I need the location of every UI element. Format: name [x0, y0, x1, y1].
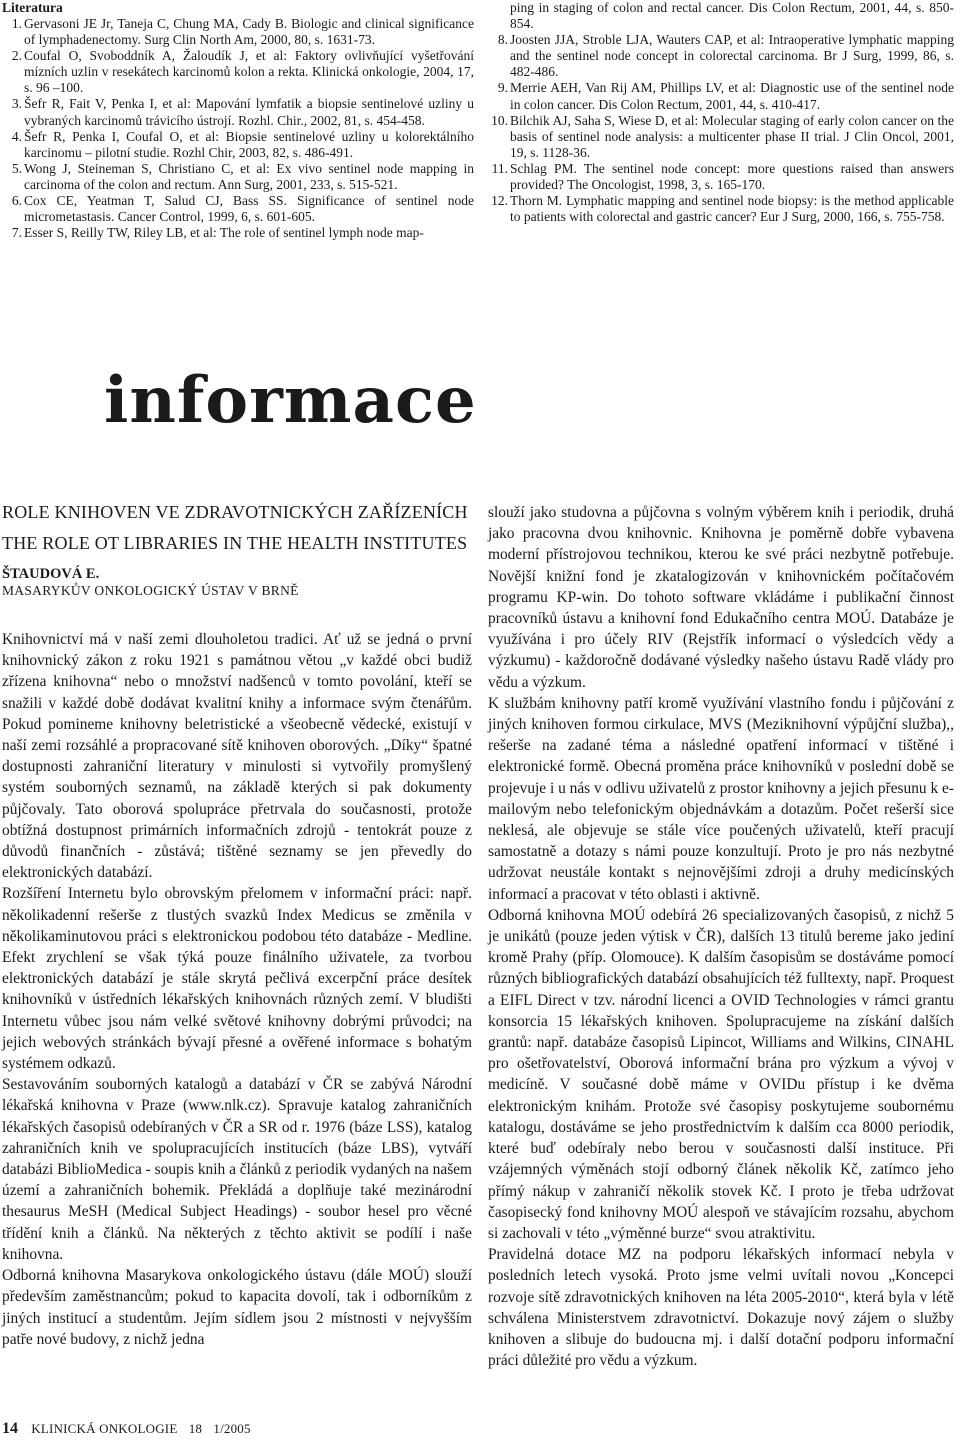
article-title-english: THE ROLE OT LIBRARIES IN THE HEALTH INSTITUTES	[2, 533, 468, 553]
literature-left-column	[2, 0, 474, 241]
reference-number: 9.	[497, 80, 508, 96]
reference-text: ping in staging of colon and rectal cancer. Dis Colon Rectum, 2001, 44, s. 850-854.	[510, 0, 954, 32]
article-paragraph: Odborná knihovna Masarykova onkologického ústavu (dále MOÚ) slouží především zaměstnancům; pokud to kapacita dovolí, tak i odborníkům z jiných institucí a studentům. Jejím sídlem jsou 2 místnosti v nejvyšším patře nové budovy, z nichž jedna	[2, 1267, 472, 1348]
reference-number: 6.	[11, 193, 22, 209]
article-paragraph: Rozšíření Internetu bylo obrovským přelomem v informační práci: např. několikadenní rešerše z tlustých svazků Index Medicus se změnila v několikaminutovou práci s elektronickou podobou této databáze - Medline. Efekt zrychlení se však týká pouze finálního uživatele, za tvorbou elektronických databází je stále skrytá pečlivá excerpční práce desítek knihovníků v ústředních lékařských knihovnách různých zemí. V bludišti Internetu vůbec jsou nám velké světové knihovny dobrými průvodci; na jejich webových stránkách bývají přesné a ověřené informace s bohatým systémem odkazů.	[2, 885, 472, 1073]
reference-item	[2, 129, 474, 161]
reference-text: Joosten JJA, Stroble LJA, Wauters CAP, et al: Intraoperative lymphatic mapping and the sentinel node concept in colorectal carcinoma. Br J Surg, 1999, 86, s. 482-486.	[510, 32, 954, 80]
reference-item	[488, 193, 954, 225]
literature-right-column	[488, 0, 954, 225]
reference-item	[2, 96, 474, 128]
reference-number: 11.	[491, 160, 508, 176]
article-author: ŠTAUDOVÁ E.	[2, 566, 100, 582]
page-footer	[2, 1420, 259, 1438]
reference-list-left	[2, 16, 474, 241]
reference-item	[488, 80, 954, 112]
section-heading: informace	[104, 363, 477, 438]
journal-issue: 1/2005	[213, 1421, 251, 1436]
reference-text: Bilchik AJ, Saha S, Wiese D, et al: Molecular staging of early colon cancer on the basis of sentinel node analysis: a multicenter phase II trial. J Clin Oncol, 2001, 19, s. 1128-36.	[510, 112, 954, 160]
reference-number: 10.	[491, 112, 508, 128]
article-institution: MASARYKŮV ONKOLOGICKÝ ÚSTAV V BRNĚ	[2, 583, 299, 598]
article-right-column	[488, 502, 954, 1371]
reference-number: 1.	[11, 16, 22, 31]
reference-text: Gervasoni JE Jr, Taneja C, Chung MA, Cady B. Biologic and clinical significance of lymphadenectomy. Surg Clin North Am, 2000, 80, s. 1631-73.	[24, 16, 474, 48]
article-paragraph: Sestavováním souborných katalogů a databází v ČR se zabývá Národní lékařská knihovna v Praze (www.nlk.cz). Spravuje katalog zahraničních lékařských časopisů odebíraných v ČR a SR od r. 1976 (báze LSS), katalog zahraničních knih ve spolupracujících institucích (báze LBS), vytváří databázi BiblioMedica - soupis knih a článků z periodik vydaných na našem území a zahraničních bohemik. Překládá a doplňuje také mezinárodní thesaurus MeSH (Medical Subject Headings) - soubor hesel pro věcné třídění knih a článků. Na některých z těchto aktivit se podílí i naše knihovna.	[2, 1076, 472, 1263]
article-paragraph: Pravidelná dotace MZ na podporu lékařských informací nebyla v posledních letech vysoká. Proto jsme velmi uvítali novou „Koncepci rozvoje sítě zdravotnických knihoven na léta 2005-2010“, která byla v létě schválena Ministerstvem zdravotnictví. Dokazuje nový zájem o služby knihoven a slibuje do budoucna mj. i další dotační podporu informační práci důležité pro vědu a výzkum.	[488, 1246, 954, 1370]
reference-number: 3.	[11, 96, 22, 112]
journal-volume: 18	[188, 1421, 203, 1436]
reference-item	[488, 161, 954, 193]
reference-text: Coufal O, Svoboddník A, Žaloudík J, et al: Faktory ovlivňující vyšetřování mízních uzlin v resekátech karcinomů kolon a rekta. Klinická onkologie, 2004, 17, s. 96 –100.	[24, 48, 474, 96]
reference-number: 7.	[11, 225, 22, 241]
reference-item	[2, 193, 474, 225]
article-paragraph: Odborná knihovna MOÚ odebírá 26 specializovaných časopisů, z nichž 5 je unikátů (pouze jeden výtisk v ČR), dalších 13 titulů bereme jako jediní kromě Prahy (příp. Olomouce). K dalším časopisům se dostáváme pomocí různých bibliografických databází obsahujících též fulltexty, např. Proquest a EIFL Direct v tzv. národní licenci a OVID Technologies v rámci grantu konsorcia 15 lékařských knihoven. Spolupracujeme na získání dalších grantů: např. databáze časopisů Lipincot, Williams and Wilkins, CINAHL pro ošetřovatelství, Oborová informační brána pro výzkum a vývoj v medicíně. V současné době máme v OVIDu přístup i ke dvěma elektronickým knihám. Protože své časopisy poskytujeme soubornému katalogu, dostáváme se jeho prostřednictvím k dalším cca 8000 periodik, které buď odebíraly nebo berou v současnosti další instituce. Při vzájemných výměnách stojí odborný článek několik Kč, zatímco jeho přímý nákup v zahraničí několik stovek Kč. I proto je třeba udržovat časopisecký fond knihovny MOÚ alespoň ve stávajícím rozsahu, abychom si zachovali v této „výměnné burze“ svou atraktivitu.	[488, 906, 954, 1242]
reference-item	[2, 225, 474, 241]
reference-text: Esser S, Reilly TW, Riley LB, et al: The role of sentinel lymph node map-	[24, 225, 424, 241]
reference-text: Šefr R, Fait V, Penka I, et al: Mapování lymfatik a biopsie sentinelové uzliny u vybraných karcinomů trávicího ústrojí. Rozhl. Chir., 2002, 81, s. 454-458.	[24, 96, 474, 128]
reference-number: 5.	[11, 160, 22, 176]
reference-text: Schlag PM. The sentinel node concept: more questions raised than answers provided? The Oncologist, 1998, 3, s. 165-170.	[510, 160, 954, 193]
reference-item	[2, 48, 474, 96]
reference-item	[2, 16, 474, 48]
literature-heading: Literatura	[2, 0, 63, 15]
reference-number: 8.	[497, 32, 508, 48]
reference-item	[2, 161, 474, 193]
reference-list-right	[488, 32, 954, 225]
reference-text: Thorn M. Lymphatic mapping and sentinel node biopsy: is the method applicable to patients with colorectal and gastric cancer? Eur J Surg, 2000, 166, s. 755-758.	[510, 193, 954, 225]
reference-number: 12.	[491, 193, 508, 209]
reference-text: Cox CE, Yeatman T, Salud CJ, Bass SS. Significance of sentinel node micrometastasis. Cancer Control, 1999, 6, s. 601-605.	[24, 193, 474, 225]
reference-item	[488, 32, 954, 80]
journal-name: KLINICKÁ ONKOLOGIE	[31, 1421, 178, 1436]
article-paragraph: slouží jako studovna a půjčovna s volným výběrem knih i periodik, druhá jako pracovna dvou knihovnic. Knihovna je poměrně dobře vybavena moderní přístrojovou technikou, kterou ke své práci nezbytně potřebuje. Novější knižní fond je zkatalogizován v knihovnickém počítačovém programu KP-win. Do tohoto software vkládáme i publikační činnost pracovníků ústavu a knihovní fond Edukačního centra MOÚ. Databáze je využívána i pro účely RIV (Rejstřík informací o výsledcích vědy a výzkumu) - každoročně dodávané výsledky našeho ústavu Radě vlády pro vědu a výzkum.	[488, 504, 954, 691]
page-number: 14	[2, 1420, 18, 1437]
article-title-czech: ROLE KNIHOVEN VE ZDRAVOTNICKÝCH ZAŘÍZENÍCH	[2, 502, 468, 522]
reference-text: Wong J, Steineman S, Christiano C, et al: Ex vivo sentinel node mapping in carcinoma of the colon and rectum. Ann Surg, 2001, 233, s. 515-521.	[24, 160, 474, 192]
reference-number: 2.	[11, 48, 22, 64]
article-paragraph: Knihovnictví má v naší zemi dlouholetou tradici. Ať už se jedná o první knihovnický zákon z roku 1921 s památnou větou „v každé obci budiž zřízena knihovna“ nebo o množství nadšenců v tomto povolání, kteří se snažili v každé době dodávat kvalitní knihy a informace svým čtenářům. Pokud pomineme knihovny beletristické a všeobecně vědecké, existují v naší zemi rozsáhlé a propracované sítě knihoven oborových. „Díky“ špatné dostupnosti zahraniční literatury v minulosti si vytvořily promyšlený systém souborných seznamů, na základě kterých si pak dokumenty půjčovaly. Tato oborová spolupráce přetrvala do současnosti, protože obtížná dostupnost primárních informačních zdrojů - tentokrát pouze z důvodů finančních - zůstává; tištěné seznamy se jen převedly do elektronických databází.	[2, 631, 472, 882]
article-left-column	[2, 502, 472, 1350]
reference-text: Šefr R, Penka I, Coufal O, et al: Biopsie sentinelové uzliny u kolorektálního karcinomu – pilotní studie. Rozhl Chir, 2003, 82, s. 486-491.	[24, 128, 474, 160]
reference-item	[488, 113, 954, 161]
article-paragraph: K službám knihovny patří kromě využívání vlastního fondu i půjčování z jiných knihoven formou cirkulace, MVS (Meziknihovní výpůjční služba),, rešerše na zadané téma a následné opatření informací v tištěné i elektronické formě. Obecná proměna práce knihovníků v poslední době se projevuje i u nás v odlivu uživatelů z prostor knihovny a jejich přesunu k e-mailovým nebo telefonickým objednávkám a dotazům. Počet rešerší sice neklesá, ale objevuje se stále více poučených uživatelů, kteří pracují samostatně a dotazy s námi pouze konzultují. Proto je pro nás nezbytné udržovat neustále kontakt s nejnovějšími zdroji a druhy medicínských informací a pracovat v této oblasti i aktivně.	[488, 694, 954, 903]
reference-number: 4.	[11, 128, 22, 144]
reference-text: Merrie AEH, Van Rij AM, Phillips LV, et al: Diagnostic use of the sentinel node in colon cancer. Dis Colon Rectum, 2001, 44, s. 410-417.	[510, 80, 954, 112]
reference-continuation	[488, 0, 954, 32]
